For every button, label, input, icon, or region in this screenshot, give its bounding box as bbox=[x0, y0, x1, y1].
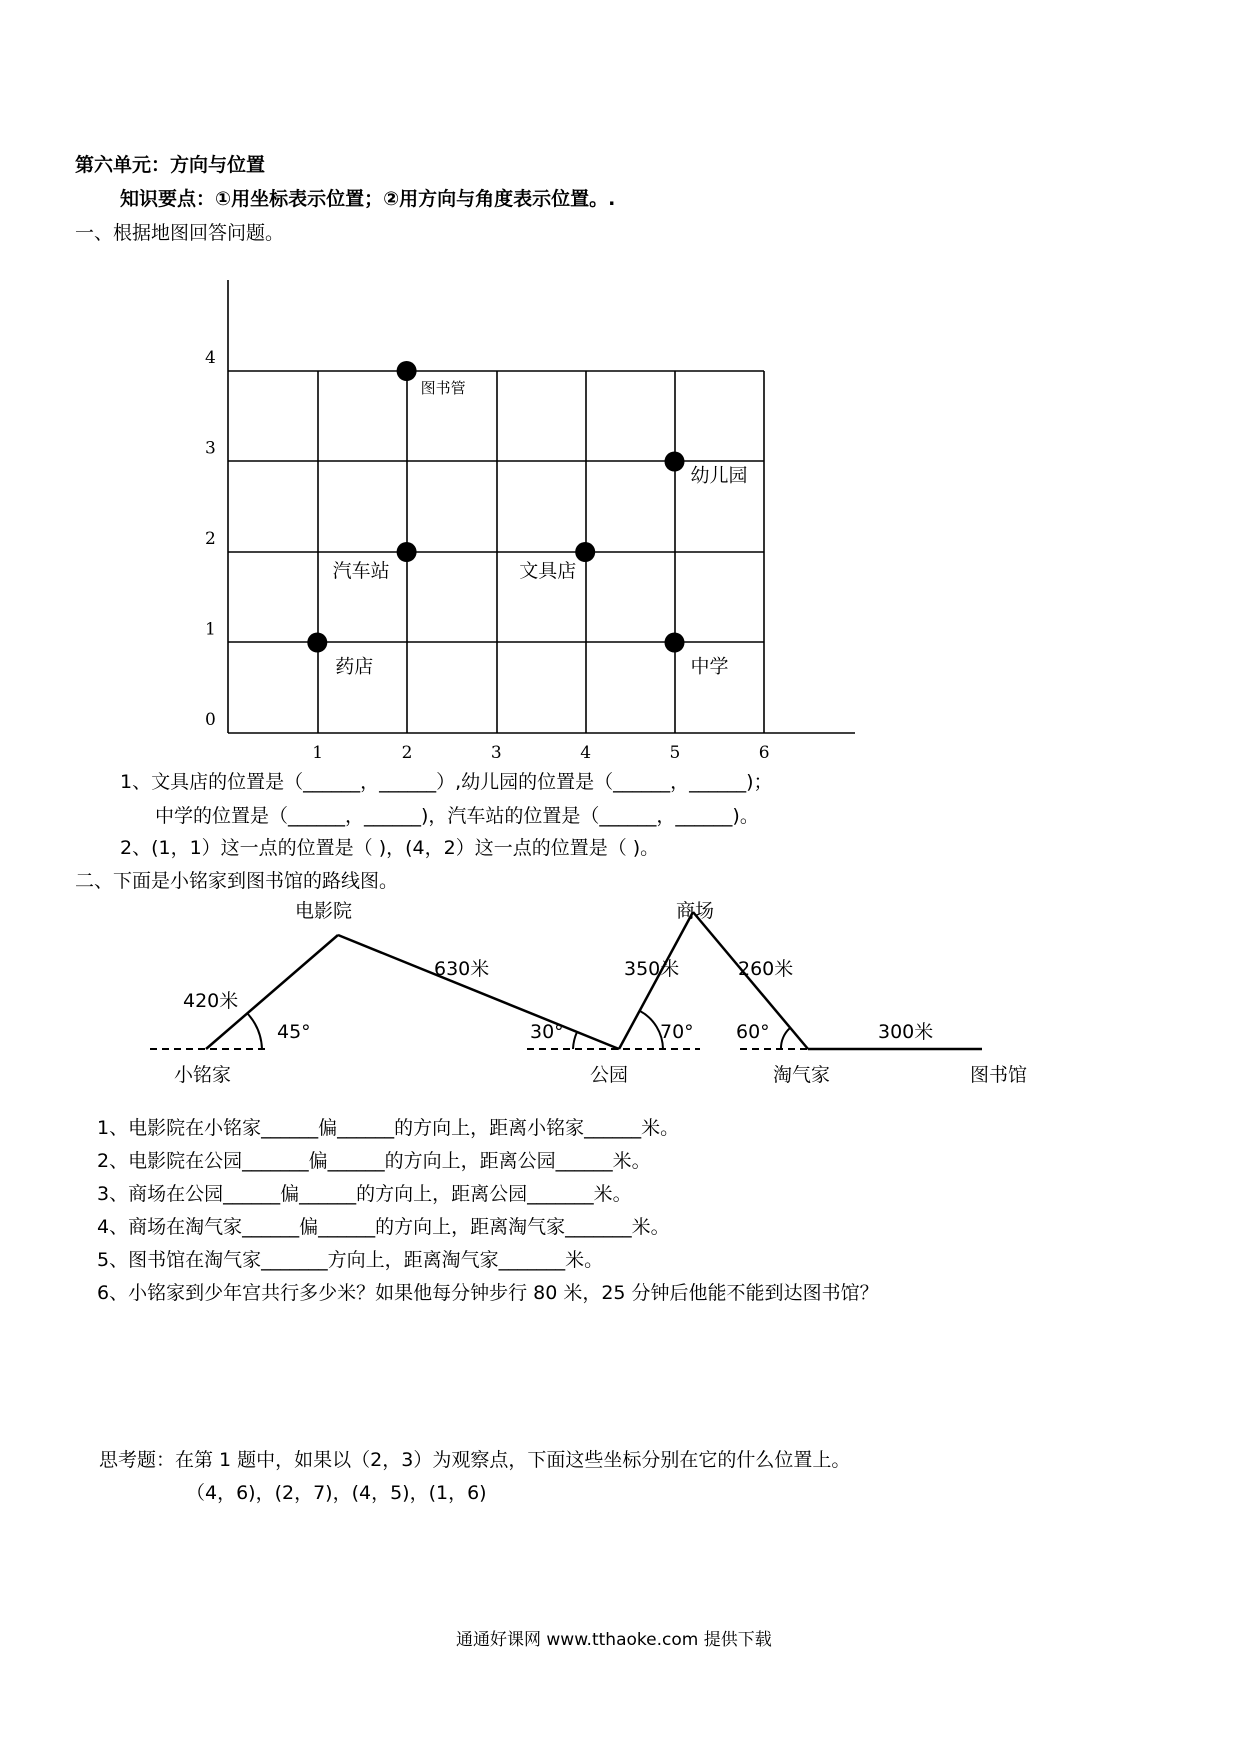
map-point-label: 汽车站 bbox=[332, 560, 390, 582]
thinking-question: 思考题：在第 1 题中，如果以（2，3）为观察点，下面这些坐标分别在它的什么位置上。 bbox=[99, 1449, 851, 1471]
label-park: 公园 bbox=[590, 1064, 629, 1086]
route-question-2: 2、电影院在公园_______偏______的方向上，距离公园______米。 bbox=[97, 1150, 651, 1172]
q1-line1: 1、文具店的位置是（______，______）,幼儿园的位置是（______，______)； bbox=[120, 771, 773, 793]
route-question-3: 3、商场在公园______偏______的方向上，距离公园_______米。 bbox=[97, 1183, 632, 1205]
unit-title: 第六单元：方向与位置 bbox=[75, 154, 266, 176]
label-cinema: 电影院 bbox=[295, 900, 353, 922]
map-point-label: 图书管 bbox=[420, 379, 466, 397]
dist-home-cinema: 420米 bbox=[183, 990, 239, 1012]
angle-naughty: 60° bbox=[736, 1021, 770, 1043]
x-tick-label: 2 bbox=[401, 743, 413, 763]
angle-arc-home bbox=[247, 1013, 262, 1049]
y-tick-label: 4 bbox=[205, 348, 216, 368]
label-home: 小铭家 bbox=[174, 1064, 232, 1086]
y-tick-label: 2 bbox=[205, 529, 216, 549]
route-question-5: 5、图书馆在淘气家_______方向上，距离淘气家_______米。 bbox=[97, 1249, 604, 1271]
map-point-label: 幼儿园 bbox=[690, 464, 748, 487]
thinking-coords: （4，6)，(2，7)，(4，5)，(1，6) bbox=[186, 1482, 487, 1504]
x-tick-label: 5 bbox=[669, 743, 681, 763]
section1-heading: 一、根据地图回答问题。 bbox=[75, 222, 285, 244]
map-point-label: 药店 bbox=[335, 655, 374, 678]
y-tick-label: 3 bbox=[205, 438, 216, 459]
angle-park-right: 70° bbox=[660, 1021, 694, 1043]
label-naughty-home: 淘气家 bbox=[773, 1064, 831, 1086]
label-library: 图书馆 bbox=[970, 1064, 1028, 1086]
key-points: 知识要点：①用坐标表示位置；②用方向与角度表示位置。. bbox=[120, 188, 616, 210]
y-tick-label: 1 bbox=[205, 619, 216, 640]
label-mall: 商场 bbox=[676, 900, 715, 922]
x-tick-label: 4 bbox=[580, 743, 592, 763]
dist-naughty-library: 300米 bbox=[878, 1021, 934, 1043]
x-tick-label: 3 bbox=[490, 743, 502, 763]
q2: 2、(1，1）这一点的位置是（ )，(4，2）这一点的位置是（ )。 bbox=[120, 837, 660, 859]
q1-line2: 中学的位置是（______，______)，汽车站的位置是（______，______)。 bbox=[155, 805, 759, 827]
map-point-label: 中学 bbox=[690, 655, 729, 678]
map-point-label: 文具店 bbox=[519, 560, 577, 582]
x-tick-label: 6 bbox=[758, 743, 770, 763]
angle-arc-park-left bbox=[573, 1032, 577, 1049]
route-question-4: 4、商场在淘气家______偏______的方向上，距离淘气家_______米。 bbox=[97, 1216, 670, 1238]
angle-home: 45° bbox=[277, 1021, 311, 1043]
dist-cinema-park: 630米 bbox=[434, 958, 490, 980]
dist-mall-naughty: 260米 bbox=[738, 958, 794, 980]
route-question-1: 1、电影院在小铭家______偏______的方向上，距离小铭家______米。 bbox=[97, 1117, 680, 1139]
section2-heading: 二、下面是小铭家到图书馆的路线图。 bbox=[75, 870, 399, 892]
angle-arc-naughty bbox=[781, 1028, 790, 1049]
dist-park-mall: 350米 bbox=[624, 958, 680, 980]
y-tick-label: 0 bbox=[205, 710, 216, 730]
x-tick-label: 1 bbox=[312, 743, 324, 763]
angle-park-left: 30° bbox=[530, 1021, 564, 1043]
cinema-park-road bbox=[338, 935, 619, 1049]
footer-text: 通通好课网 www.tthaoke.com 提供下载 bbox=[456, 1630, 772, 1650]
route-question-6: 6、小铭家到少年宫共行多少米？如果他每分钟步行 80 米，25 分钟后他能不能到达图书馆？ bbox=[97, 1282, 879, 1304]
